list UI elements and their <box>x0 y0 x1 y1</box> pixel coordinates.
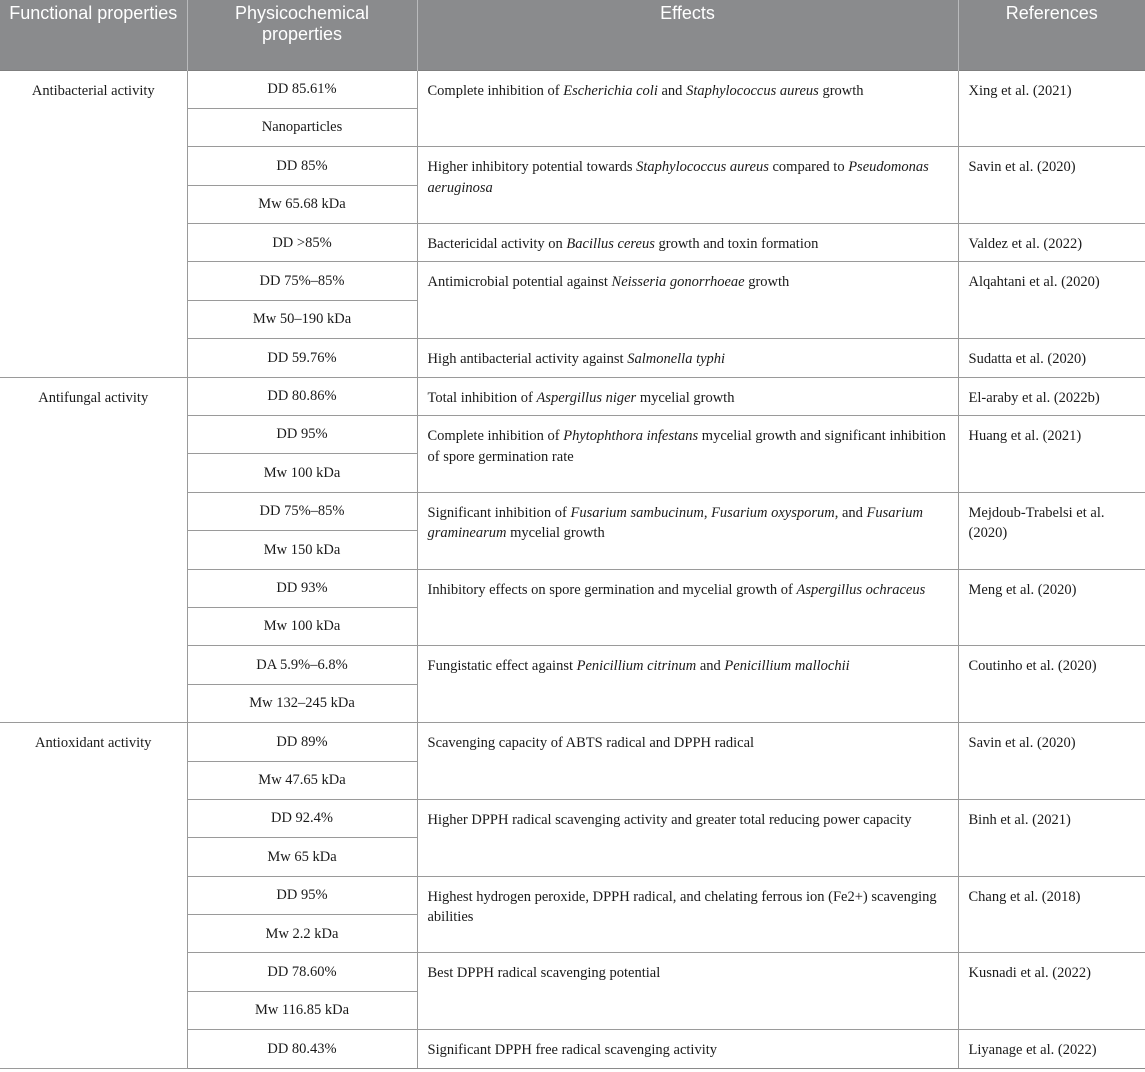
physicochemical-property-cell: Mw 150 kDa <box>187 531 417 569</box>
effect-text: Complete inhibition of <box>427 428 564 445</box>
effect-species-name: Pseudomonas aeruginosa <box>427 159 929 196</box>
reference-cell: Alqahtani et al. (2020) <box>958 262 1145 339</box>
physicochemical-property-cell: DD >85% <box>187 224 417 262</box>
effect-text: Significant inhibition of <box>427 504 571 521</box>
effect-cell <box>417 262 958 339</box>
table-body <box>0 70 1145 1068</box>
effect-species-name: Aspergillus ochraceus <box>796 581 926 598</box>
header-references: References <box>958 0 1145 70</box>
effect-text: Antimicrobial potential against <box>427 274 612 291</box>
physicochemical-property-cell: Mw 47.65 kDa <box>187 761 417 799</box>
physicochemical-property-cell: Nanoparticles <box>187 108 417 146</box>
effect-species-name: Fusarium oxysporum <box>711 504 835 521</box>
physicochemical-property-cell: Mw 100 kDa <box>187 454 417 492</box>
effect-text: Scavenging capacity of ABTS radical and DPPH radical <box>427 735 755 752</box>
reference-cell: Liyanage et al. (2022) <box>958 1030 1145 1068</box>
header-functional-properties: Functional properties <box>0 0 187 70</box>
effect-text: and <box>696 658 725 675</box>
physicochemical-property-cell: Mw 2.2 kDa <box>187 915 417 953</box>
effect-text: Fungistatic effect against <box>427 658 577 675</box>
table-row <box>0 377 1145 415</box>
effect-text: High antibacterial activity against <box>427 351 628 368</box>
effect-cell <box>417 569 958 646</box>
table-header <box>0 0 1145 70</box>
effect-cell <box>417 646 958 723</box>
effect-species-name: Phytophthora infestans <box>563 428 699 445</box>
effect-species-name: Staphylococcus aureus <box>636 159 769 176</box>
effect-species-name: Penicillium citrinum <box>576 658 697 675</box>
header-effects: Effects <box>417 0 958 70</box>
effect-species-name: Neisseria gonorrhoeae <box>611 274 745 291</box>
effect-text: Complete inhibition of <box>427 82 564 99</box>
effect-cell <box>417 224 958 262</box>
effect-text: , and <box>834 504 867 521</box>
physicochemical-property-cell: DD 93% <box>187 569 417 607</box>
effect-cell <box>417 339 958 377</box>
effect-text: mycelial growth <box>636 389 735 406</box>
physicochemical-property-cell: Mw 116.85 kDa <box>187 991 417 1029</box>
effect-cell <box>417 70 958 147</box>
reference-cell: Kusnadi et al. (2022) <box>958 953 1145 1030</box>
effect-cell <box>417 799 958 876</box>
effect-cell <box>417 492 958 569</box>
reference-cell: Xing et al. (2021) <box>958 70 1145 147</box>
physicochemical-property-cell: DA 5.9%–6.8% <box>187 646 417 684</box>
physicochemical-property-cell: DD 95% <box>187 876 417 914</box>
physicochemical-property-cell: DD 78.60% <box>187 953 417 991</box>
effect-text: Significant DPPH free radical scavenging activity <box>427 1042 718 1059</box>
effect-cell <box>417 1030 958 1068</box>
reference-cell: Coutinho et al. (2020) <box>958 646 1145 723</box>
effect-text: mycelial growth <box>506 525 605 542</box>
effect-text: Higher inhibitory potential towards <box>427 159 637 176</box>
effect-text: Highest hydrogen peroxide, DPPH radical, and chelating ferrous ion (Fe2+) scavenging abilities <box>427 888 937 926</box>
physicochemical-property-cell: Mw 100 kDa <box>187 607 417 645</box>
reference-cell: Mejdoub-Trabelsi et al. (2020) <box>958 492 1145 569</box>
effect-text: growth <box>744 274 790 291</box>
reference-cell: Meng et al. (2020) <box>958 569 1145 646</box>
effect-species-name: Bacillus cereus <box>566 236 655 253</box>
effect-text: Best DPPH radical scavenging potential <box>427 965 661 982</box>
physicochemical-property-cell: DD 89% <box>187 723 417 761</box>
physicochemical-property-cell: Mw 65.68 kDa <box>187 185 417 223</box>
effect-text: growth <box>818 82 864 99</box>
reference-cell: Binh et al. (2021) <box>958 799 1145 876</box>
effect-species-name: Aspergillus niger <box>536 389 637 406</box>
effect-cell <box>417 377 958 415</box>
effect-species-name: Salmonella typhi <box>627 351 726 368</box>
physicochemical-property-cell: DD 59.76% <box>187 339 417 377</box>
effect-species-name: Staphylococcus aureus <box>686 82 819 99</box>
effect-cell <box>417 416 958 493</box>
effect-text: , <box>703 504 712 521</box>
effect-text: Total inhibition of <box>427 389 537 406</box>
header-physicochemical-properties: Physicochemical properties <box>187 0 417 70</box>
functional-property-cell: Antibacterial activity <box>0 70 187 377</box>
reference-cell: Valdez et al. (2022) <box>958 224 1145 262</box>
physicochemical-property-cell: DD 80.43% <box>187 1030 417 1068</box>
reference-cell: Chang et al. (2018) <box>958 876 1145 953</box>
functional-property-cell: Antioxidant activity <box>0 723 187 1069</box>
effect-species-name: Fusarium graminearum <box>427 504 923 542</box>
effect-cell <box>417 953 958 1030</box>
physicochemical-property-cell: Mw 65 kDa <box>187 838 417 876</box>
physicochemical-property-cell: DD 92.4% <box>187 799 417 837</box>
effect-text: Bactericidal activity on <box>427 236 567 253</box>
physicochemical-property-cell: DD 95% <box>187 416 417 454</box>
physicochemical-property-cell: DD 80.86% <box>187 377 417 415</box>
functional-property-cell: Antifungal activity <box>0 377 187 723</box>
effect-cell <box>417 723 958 800</box>
physicochemical-property-cell: DD 75%–85% <box>187 492 417 530</box>
table-row <box>0 723 1145 761</box>
effect-text: and <box>657 82 687 99</box>
reference-cell: Sudatta et al. (2020) <box>958 339 1145 377</box>
reference-cell: El-araby et al. (2022b) <box>958 377 1145 415</box>
effect-text: Higher DPPH radical scavenging activity and greater total reducing power capacity <box>427 811 912 828</box>
effect-text: growth and toxin formation <box>654 236 819 253</box>
effect-text: Inhibitory effects on spore germination and mycelial growth of <box>427 581 797 598</box>
physicochemical-property-cell: DD 85.61% <box>187 70 417 108</box>
effect-cell <box>417 147 958 224</box>
physicochemical-property-cell: DD 85% <box>187 147 417 185</box>
effect-text: mycelial growth and significant inhibition of spore germination rate <box>427 428 946 465</box>
reference-cell: Huang et al. (2021) <box>958 416 1145 493</box>
effect-text: compared to <box>768 159 849 176</box>
reference-cell: Savin et al. (2020) <box>958 723 1145 800</box>
physicochemical-property-cell: Mw 50–190 kDa <box>187 300 417 338</box>
table-row <box>0 70 1145 108</box>
effect-species-name: Fusarium sambucinum <box>570 504 704 521</box>
physicochemical-property-cell: Mw 132–245 kDa <box>187 684 417 722</box>
reference-cell: Savin et al. (2020) <box>958 147 1145 224</box>
effect-cell <box>417 876 958 953</box>
physicochemical-property-cell: DD 75%–85% <box>187 262 417 300</box>
effect-species-name: Escherichia coli <box>563 82 658 99</box>
effect-species-name: Penicillium mallochii <box>724 658 850 675</box>
